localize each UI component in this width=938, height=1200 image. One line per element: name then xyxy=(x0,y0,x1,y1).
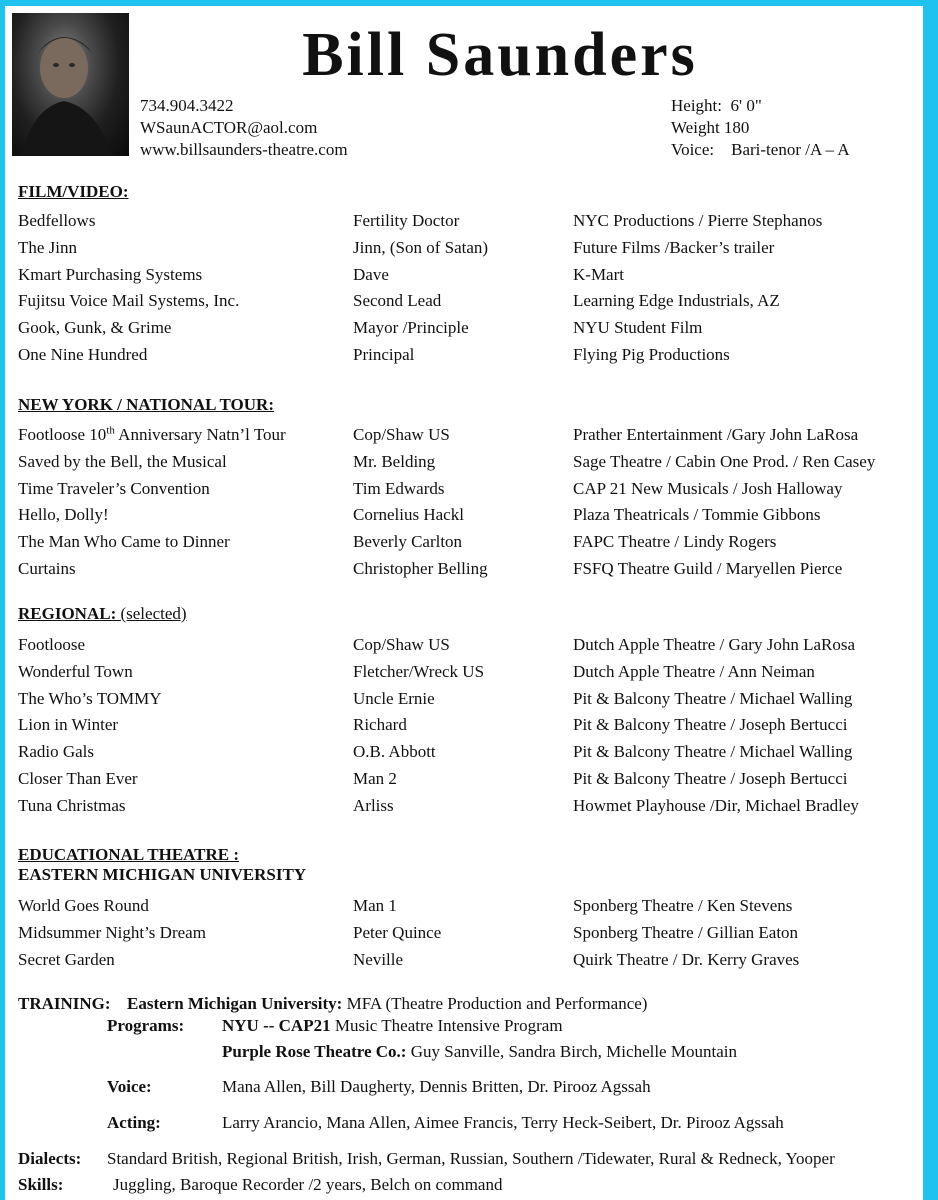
new-york-tour-heading: NEW YORK / NATIONAL TOUR: xyxy=(18,395,274,414)
skills-label: Skills: xyxy=(18,1175,64,1194)
credit-company: Plaza Theatricals / Tommie Gibbons xyxy=(573,505,821,525)
voice-training-label: Voice: xyxy=(107,1077,152,1096)
credit-row xyxy=(18,766,918,793)
film-video-list xyxy=(18,208,918,369)
credit-title: One Nine Hundred xyxy=(18,344,148,364)
credit-role: Beverly Carlton xyxy=(353,532,463,552)
skills-value: Juggling, Baroque Recorder /2 years, Belch on command xyxy=(113,1175,503,1194)
credit-company: NYU Student Film xyxy=(573,318,703,338)
credit-row xyxy=(18,449,918,476)
credit-role: Cornelius Hackl xyxy=(353,505,464,525)
training-degree: Eastern Michigan University: MFA (Theatre Production and Performance) xyxy=(127,994,648,1013)
credit-company: Pit & Balcony Theatre / Michael Walling xyxy=(573,742,853,762)
credit-company: CAP 21 New Musicals / Josh Halloway xyxy=(573,478,843,498)
credit-company: K-Mart xyxy=(573,264,624,284)
university-heading: EASTERN MICHIGAN UNIVERSITY xyxy=(18,865,307,884)
credit-company: Flying Pig Productions xyxy=(573,344,730,364)
credit-company: Future Films /Backer’s trailer xyxy=(573,237,775,257)
credit-company: FAPC Theatre / Lindy Rogers xyxy=(573,532,777,552)
program-purple-rose: Purple Rose Theatre Co.: Guy Sanville, Sandra Birch, Michelle Mountain xyxy=(222,1042,737,1061)
voice-teachers: Mana Allen, Bill Daugherty, Dennis Britten, Dr. Pirooz Agssah xyxy=(222,1077,651,1096)
credit-title: The Who’s TOMMY xyxy=(18,688,162,708)
credit-title: Kmart Purchasing Systems xyxy=(18,264,203,284)
educational-theatre-list xyxy=(18,893,918,973)
credit-row xyxy=(18,262,918,289)
credit-title: Secret Garden xyxy=(18,949,115,969)
credit-row xyxy=(18,235,918,262)
website-url: www.billsaunders-theatre.com xyxy=(140,140,348,159)
credit-row xyxy=(18,529,918,556)
credit-title: Midsummer Night’s Dream xyxy=(18,922,206,942)
phone-number: 734.904.3422 xyxy=(140,96,234,115)
credit-row xyxy=(18,659,918,686)
credit-role: Richard xyxy=(353,715,407,735)
program-nyu: NYU -- CAP21 Music Theatre Intensive Program xyxy=(222,1016,563,1035)
credit-row xyxy=(18,315,918,342)
credit-title: Gook, Gunk, & Grime xyxy=(18,318,172,338)
credit-title: Radio Gals xyxy=(18,742,95,762)
credit-role: Second Lead xyxy=(353,291,442,311)
credit-row xyxy=(18,502,918,529)
credit-title: Bedfellows xyxy=(18,211,96,230)
new-york-tour-rows xyxy=(18,449,918,583)
credit-title: Fujitsu Voice Mail Systems, Inc. xyxy=(18,291,240,311)
credit-title: Saved by the Bell, the Musical xyxy=(18,451,227,471)
credit-company: Sponberg Theatre / Ken Stevens xyxy=(573,896,793,915)
credit-role: Christopher Belling xyxy=(353,558,488,578)
new-york-tour-list xyxy=(18,422,918,583)
credit-company: Pit & Balcony Theatre / Michael Walling xyxy=(573,688,853,708)
contact-info xyxy=(140,95,348,161)
credit-title: Lion in Winter xyxy=(18,715,119,735)
regional-list xyxy=(18,632,918,820)
educational-theatre-heading: EDUCATIONAL THEATRE : xyxy=(18,845,240,864)
voice-line xyxy=(671,139,850,161)
regional-note: (selected) xyxy=(116,604,187,623)
credit-row xyxy=(18,686,918,713)
credit-role: Uncle Ernie xyxy=(353,688,435,708)
credit-role: Cop/Shaw US xyxy=(353,425,450,444)
credit-row xyxy=(18,893,918,920)
email-address: WSaunACTOR@aol.com xyxy=(140,118,318,137)
credit-title: World Goes Round xyxy=(18,896,149,915)
credit-title: Wonderful Town xyxy=(18,661,133,681)
credit-row xyxy=(18,288,918,315)
film-video-heading: FILM/VIDEO: xyxy=(18,182,129,201)
credit-row xyxy=(18,208,918,235)
credit-title: Footloose 10th Anniversary Natn’l Tour xyxy=(18,424,286,444)
voice-type-value: Bari-tenor /A – A xyxy=(731,140,850,159)
credit-role: Neville xyxy=(353,949,404,969)
credit-company: Sage Theatre / Cabin One Prod. / Ren Casey xyxy=(573,451,876,471)
credit-title: Closer Than Ever xyxy=(18,768,138,788)
credit-title: Curtains xyxy=(18,558,76,578)
credit-company: Dutch Apple Theatre / Ann Neiman xyxy=(573,661,815,681)
credit-company: Pit & Balcony Theatre / Joseph Bertucci xyxy=(573,715,848,735)
credit-role: Jinn, (Son of Satan) xyxy=(353,237,489,257)
regional-heading: REGIONAL: (selected) xyxy=(18,604,187,623)
dialects-label: Dialects: xyxy=(18,1149,82,1168)
credit-title: The Jinn xyxy=(18,237,78,257)
credit-row xyxy=(18,793,918,820)
height-line xyxy=(671,95,850,117)
credit-title: Time Traveler’s Convention xyxy=(18,478,210,498)
credit-title: Tuna Christmas xyxy=(18,795,126,815)
training-label: TRAINING: xyxy=(18,994,111,1013)
credit-company: NYC Productions / Pierre Stephanos xyxy=(573,211,823,230)
credit-role: Fletcher/Wreck US xyxy=(353,661,485,681)
credit-company: Pit & Balcony Theatre / Joseph Bertucci xyxy=(573,768,848,788)
acting-teachers: Larry Arancio, Mana Allen, Aimee Francis, Terry Heck-Seibert, Dr. Pirooz Agssah xyxy=(222,1113,784,1132)
credit-row xyxy=(18,556,918,583)
programs-label: Programs: xyxy=(107,1016,185,1035)
credit-role: Mr. Belding xyxy=(353,451,436,471)
applicant-name: Bill Saunders xyxy=(302,21,698,89)
credit-role: Arliss xyxy=(353,795,394,815)
credit-company: FSFQ Theatre Guild / Maryellen Pierce xyxy=(573,558,843,578)
credit-role: Cop/Shaw US xyxy=(353,635,450,654)
voice-type-label: Voice: xyxy=(671,140,715,159)
acting-training-label: Acting: xyxy=(107,1113,161,1132)
credit-company: Prather Entertainment /Gary John LaRosa xyxy=(573,425,859,444)
credit-company: Learning Edge Industrials, AZ xyxy=(573,291,780,311)
credit-role: Peter Quince xyxy=(353,922,442,942)
physical-stats xyxy=(671,95,850,161)
credit-company: Dutch Apple Theatre / Gary John LaRosa xyxy=(573,635,856,654)
credit-row xyxy=(18,476,918,503)
resume-page xyxy=(5,6,923,1200)
height-value: 6' 0" xyxy=(730,96,762,115)
credit-row xyxy=(18,422,918,449)
credit-role: Man 2 xyxy=(353,768,397,788)
credit-role: O.B. Abbott xyxy=(353,742,436,762)
credit-role: Principal xyxy=(353,344,415,364)
credit-role: Fertility Doctor xyxy=(353,211,460,230)
credit-title: Hello, Dolly! xyxy=(18,505,109,525)
credit-role: Dave xyxy=(353,264,389,284)
credit-company: Howmet Playhouse /Dir, Michael Bradley xyxy=(573,795,859,815)
credit-row xyxy=(18,712,918,739)
credit-company: Quirk Theatre / Dr. Kerry Graves xyxy=(573,949,800,969)
credit-row xyxy=(18,342,918,369)
dialects-value: Standard British, Regional British, Irish, German, Russian, Southern /Tidewater, Rural & Redneck, Yooper xyxy=(107,1149,835,1168)
credit-row xyxy=(18,920,918,947)
credit-title: The Man Who Came to Dinner xyxy=(18,532,230,552)
weight-line: Weight 180 xyxy=(671,118,750,137)
credit-role: Mayor /Principle xyxy=(353,318,469,338)
height-label: Height: xyxy=(671,96,722,115)
credit-row xyxy=(18,632,918,659)
credit-row xyxy=(18,739,918,766)
credit-row xyxy=(18,947,918,974)
credit-title: Footloose xyxy=(18,635,86,654)
credit-company: Sponberg Theatre / Gillian Eaton xyxy=(573,922,799,942)
credit-role: Man 1 xyxy=(353,896,397,915)
credit-role: Tim Edwards xyxy=(353,478,445,498)
